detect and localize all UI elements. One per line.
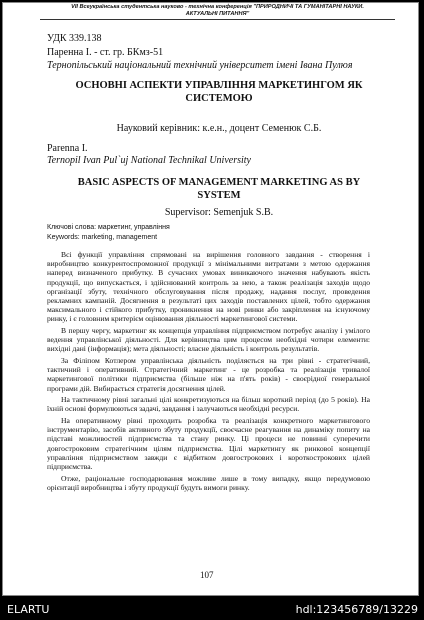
paragraph: На тактичному рівні загальні цілі конкретизуються на більш короткий період (до 5 років). На їхній основі формулюються задачі, завдання і залучаються необхідні ресурси. [47, 395, 370, 414]
paragraph: За Філіпом Котлером управлінська діяльність поділяється на три рівні - стратегічний, тактичний і оперативний. Стратегічний маркетинг - це розробка та реалізація тривалої маркетингової політики підприємства (більше ніж на п'ять років) - своєрідної генеральної програми дій. Вибирається стратегія досягнення цілей. [47, 356, 370, 393]
title-en: BASIC ASPECTS OF MANAGEMENT MARKETING AS BY SYSTEM [77, 177, 361, 201]
supervisor-ua: Науковий керівник: к.е.н., доцент Семенюк С.Б. [116, 123, 322, 134]
paragraph: В першу чергу, маркетинг як концепція управління підприємством потребує аналізу і умілого ведення управлінської діяльності. Для керівництва цим процесом необхідні чотири елементи: вихідні дані (інформація); мета діяльності; власне діяльність і контроль результатів. [47, 326, 370, 354]
udk-code: УДК 339.138 [47, 33, 102, 44]
paragraph: На оперативному рівні проходить розробка та реалізація конкретного маркетингового інструментарію, засобів активного збуту продукції, своєчасне реагування на динаміку попиту на підставі можливостей підприємства та стану ринку. Ці процеси не повинні суперечити довгостроковим стратегічним цілям підприємства. Цілі маркетингу як ринкової концепції управління підприємством завжди є відбитком довгострокових і короткострокових цілей підприємства. [47, 416, 370, 472]
footer-repository-label: ELARTU [7, 603, 50, 616]
affiliation-en: Ternopil Ivan Pul`uj National Technikal University [47, 155, 251, 166]
conference-header [40, 4, 395, 18]
conference-header-line-2: АКТУАЛЬНІ ПИТАННЯ" [185, 11, 250, 17]
keywords-en: Keywords: marketing, management [47, 234, 158, 241]
author-en: Parenna I. [47, 143, 88, 154]
conference-header-line-1: VII Всеукраїнська студентська науково - технічна конференція "ПРИРОДНИЧІ ТА ГУМАНІТАРНІ НАУКИ. [71, 4, 364, 10]
title-ua: ОСНОВНІ АСПЕКТИ УПРАВЛІННЯ МАРКЕТИНГОМ ЯК СИСТЕМОЮ [75, 80, 363, 104]
paragraph: Всі функції управління спрямовані на вирішення головного завдання - створення і виробництво конкурентоспроможної продукції з мінімальними витратами з метою одержання наперед визначеного прибутку. В сучасних умовах виникаючого значення набувають якість продукції, що випускається, і здійснюваний контроль за нею, а також реалізація заходів щодо організації збуту, технічного обслуговування після продажу, надання послуг, проведення рекламних кампаній. Досягнення в результаті цих заходів поставлених цілей, тобто одержання максимального і стійкого прибутку, проникнення на нові ринки або закріплення на існуючому ринку, і є головним критерієм оцінювання діяльності маркетингової системи. [47, 250, 370, 324]
supervisor-en: Supervisor: Semenjuk S.B. [164, 207, 274, 218]
page-number: 107 [200, 570, 214, 580]
article-body [47, 250, 370, 494]
author-ua: Паренна І. - ст. гр. БКмз-51 [47, 47, 164, 58]
keywords-ua: Ключові слова: маркетинг, управління [47, 224, 170, 231]
footer-handle: hdl:123456789/13229 [295, 603, 418, 616]
header-divider [40, 19, 395, 20]
paragraph: Отже, раціональне господарювання можливе лише в тому випадку, якщо передумовою орієнтації виробництва і збуту продукції будуть вимоги ринку. [47, 473, 370, 492]
affiliation-ua: Тернопільський національний технічний університет імені Івана Пулюя [47, 60, 353, 71]
